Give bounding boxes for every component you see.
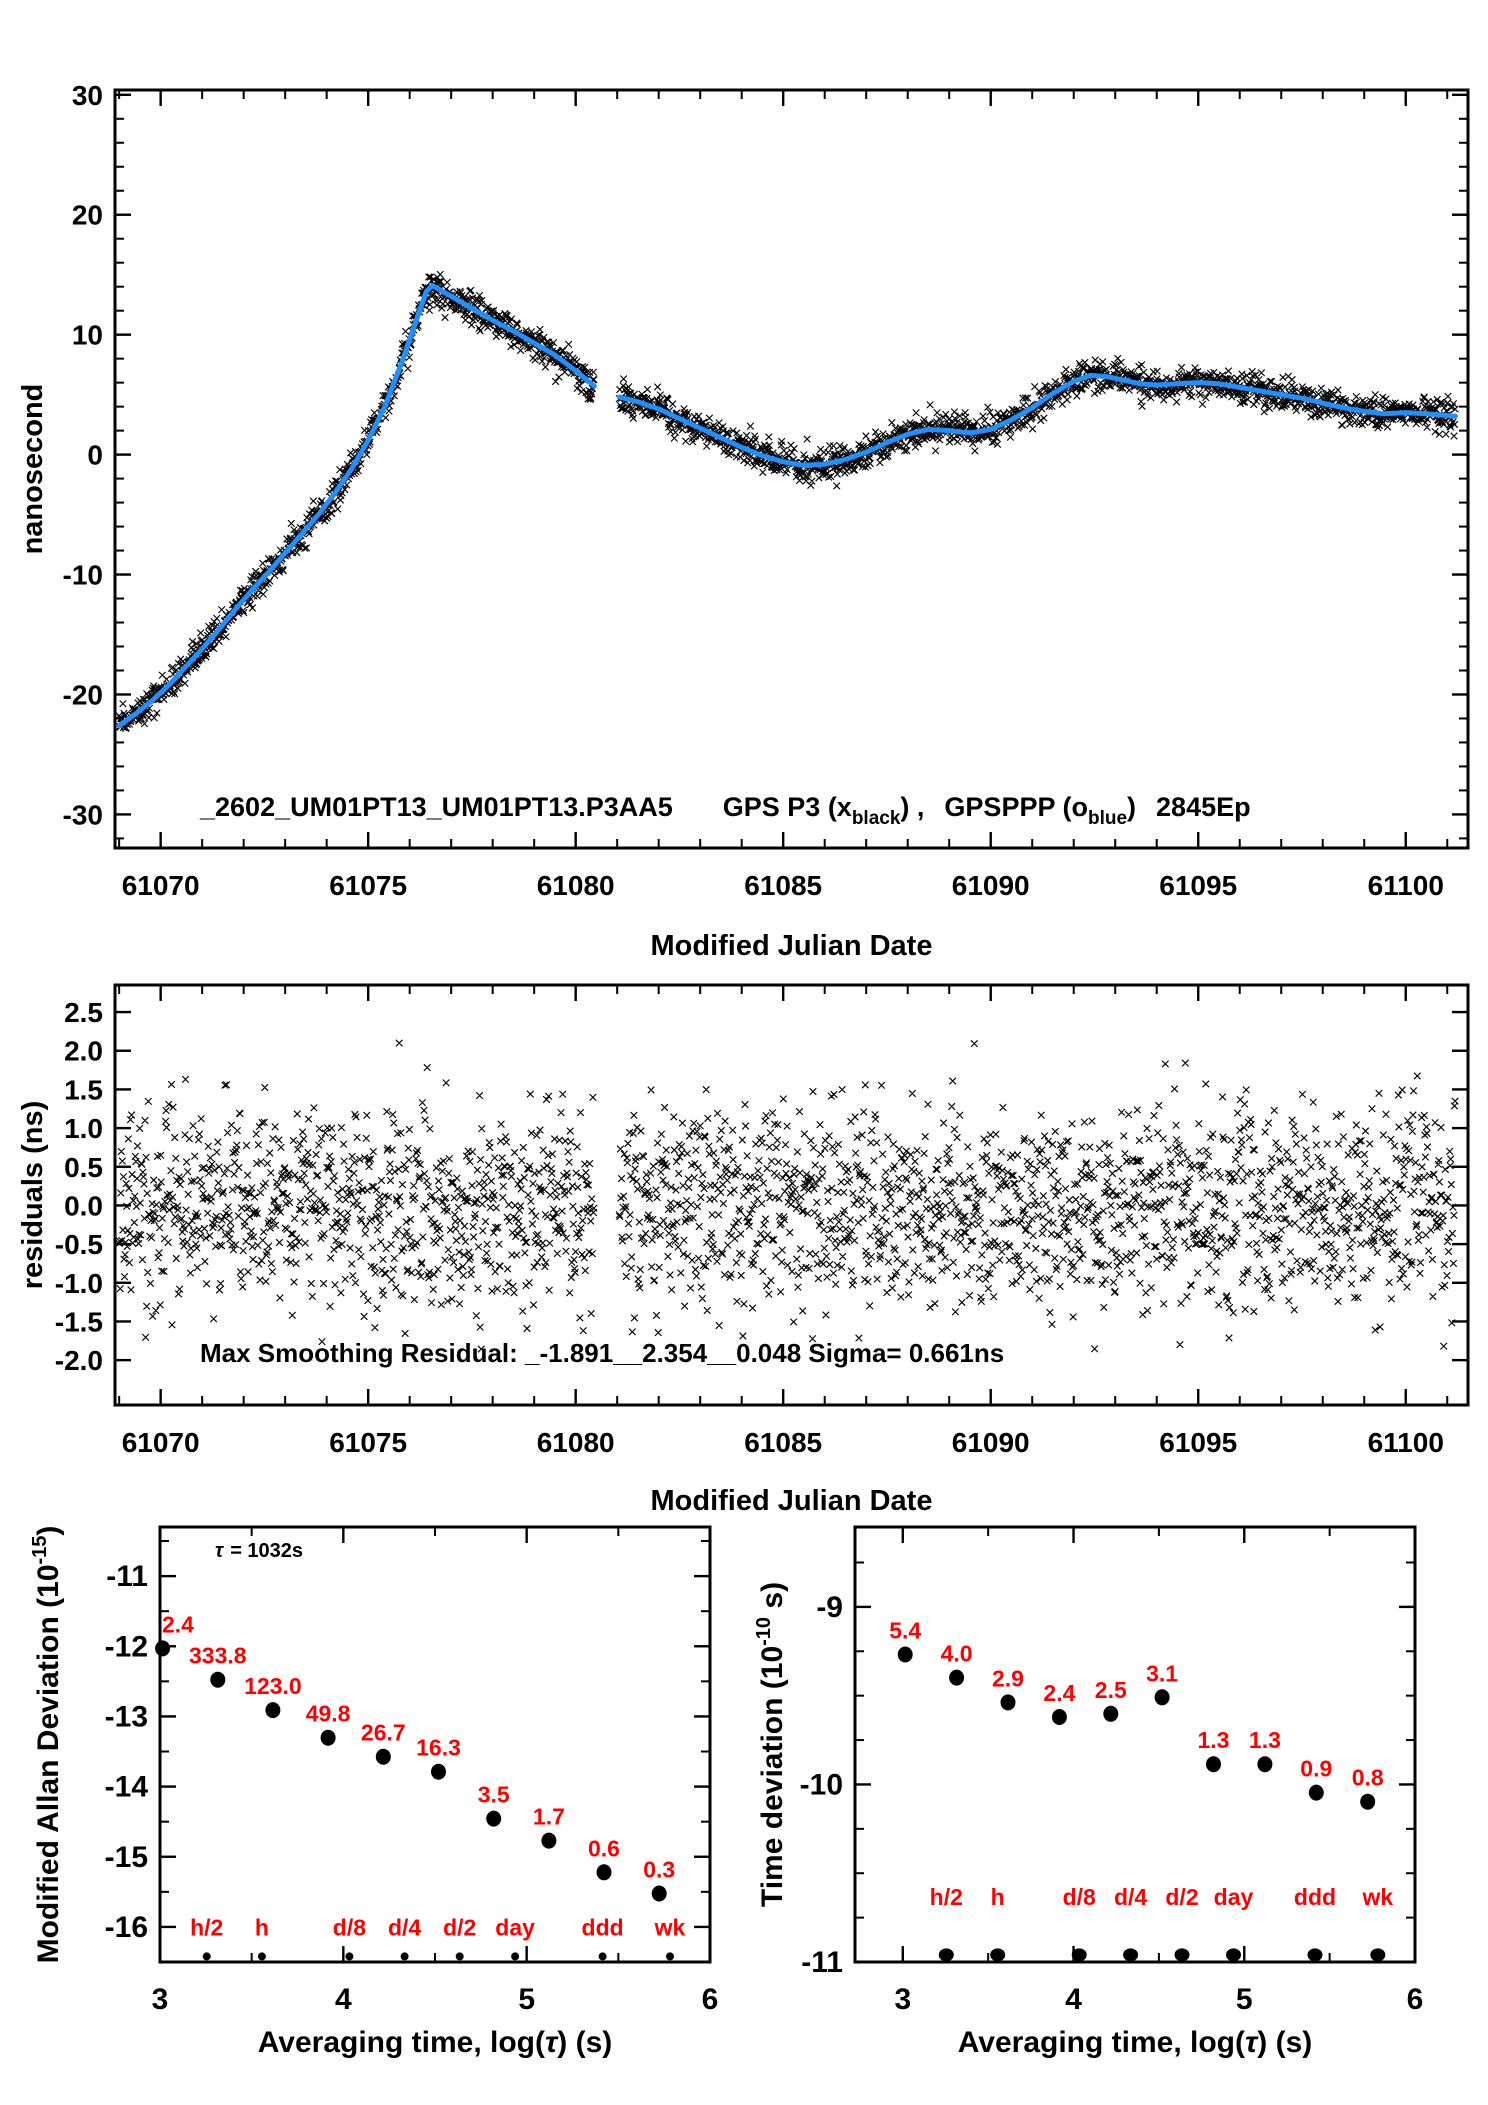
data-point — [949, 1670, 964, 1686]
time-marker-dot — [599, 1952, 607, 1960]
data-point — [210, 1672, 225, 1688]
y-title-part-post: ) — [32, 1525, 65, 1536]
y-tick-label: 0 — [87, 439, 103, 471]
x-axis-title — [258, 2026, 613, 2059]
time-marker-label: d/8 — [332, 1914, 367, 1941]
y-tick-label: -2.0 — [54, 1345, 103, 1377]
x-tick-label: 61075 — [329, 870, 408, 901]
data-point-label: 2.4 — [162, 1611, 194, 1638]
data-point-label: 1.3 — [1248, 1727, 1281, 1754]
x-tick-label: 61100 — [1367, 1427, 1444, 1458]
x-tick-label: 61090 — [951, 1427, 1030, 1458]
x-tick-label: 61085 — [744, 1427, 823, 1458]
data-point — [321, 1730, 336, 1746]
scatter-points — [116, 271, 1459, 731]
tdev-panel — [753, 1527, 1423, 2059]
x-tick-label: 61080 — [536, 1427, 615, 1458]
data-point-label: 0.3 — [643, 1856, 676, 1883]
time-marker-label: ddd — [1293, 1884, 1337, 1911]
x-tick-label: 61075 — [329, 1427, 408, 1458]
tau-symbol: τ — [215, 1540, 224, 1562]
title-part-sys2_close: ) — [1127, 792, 1137, 822]
data-point — [155, 1640, 170, 1656]
y-tick-label: 0.5 — [64, 1151, 103, 1183]
time-marker-label: d/2 — [443, 1914, 477, 1941]
data-point-label: 333.8 — [189, 1642, 247, 1669]
y-tick-label: -10 — [799, 1768, 843, 1802]
y-title-part-sup: -15 — [29, 1535, 51, 1565]
time-marker-dot — [1072, 1948, 1087, 1961]
mdev-panel — [29, 1526, 718, 2059]
data-point-label: 16.3 — [416, 1734, 461, 1761]
y-title-part-main: Time deviation (10 — [756, 1645, 789, 1908]
y-tick-label: -9 — [816, 1590, 843, 1624]
y-tick-label: 0.0 — [64, 1190, 103, 1222]
y-tick-label: -1.5 — [54, 1306, 103, 1338]
data-point-label: 2.9 — [992, 1665, 1024, 1692]
time-marker-dot — [666, 1952, 674, 1960]
data-point-label: 2.5 — [1094, 1676, 1127, 1703]
data-point — [1001, 1694, 1016, 1710]
x-tick-label: 4 — [334, 1983, 352, 2016]
x-title-part-pre: Averaging time, log( — [257, 2026, 545, 2059]
data-point-label: 123.0 — [244, 1673, 302, 1700]
time-marker-dot — [203, 1952, 211, 1960]
time-marker-dot — [511, 1952, 519, 1960]
data-point-label: 2.4 — [1043, 1680, 1076, 1706]
y-tick-label: 10 — [71, 319, 103, 351]
y-tick-label: -16 — [104, 1910, 148, 1944]
x-tick-label: 5 — [1235, 1983, 1253, 2016]
data-point — [1360, 1794, 1375, 1810]
data-point — [1103, 1706, 1118, 1722]
plot-area — [116, 271, 1459, 731]
y-title-part-main: Modified Allan Deviation (10 — [32, 1564, 65, 1964]
y-title-part-post: s) — [756, 1581, 789, 1617]
data-point-label: 3.5 — [477, 1781, 510, 1808]
y-tick-label: -13 — [104, 1700, 148, 1734]
title-part-sys1: GPS P3 (x — [722, 792, 852, 822]
y-tick-label: -10 — [62, 559, 103, 591]
y-tick-label: 30 — [71, 79, 103, 111]
time-marker-dot — [456, 1952, 464, 1960]
x-tick-label: 61095 — [1159, 1427, 1238, 1458]
time-marker-dot — [1308, 1948, 1323, 1961]
data-point-label: 1.3 — [1197, 1727, 1230, 1754]
x-tick-label: 3 — [151, 1983, 169, 2016]
time-marker-label: d/2 — [1165, 1884, 1199, 1911]
data-point-label: 0.9 — [1300, 1755, 1333, 1782]
y-tick-label: 1.0 — [64, 1113, 103, 1145]
x-title-part-post: ) (s) — [1257, 2026, 1313, 2059]
time-marker-dot — [1175, 1948, 1190, 1961]
y-tick-label: 2.0 — [64, 1035, 103, 1067]
tau-value: = 1032s — [230, 1540, 304, 1562]
x-axis-title: Modified Julian Date — [650, 930, 933, 962]
x-title-part-pre: Averaging time, log( — [957, 2026, 1245, 2059]
x-tick-label: 6 — [701, 1983, 719, 2016]
plot-frame — [115, 90, 1468, 848]
y-axis-title: residuals (ns) — [17, 1100, 49, 1290]
time-marker-label: d/4 — [387, 1914, 422, 1941]
time-marker-dot — [1123, 1948, 1138, 1961]
data-point — [1155, 1689, 1170, 1705]
title-part-sys1_close: ) , — [900, 792, 925, 822]
y-axis-title — [29, 1526, 65, 1964]
x-tick-label: 61100 — [1367, 870, 1444, 901]
time-marker-label: d/4 — [1113, 1884, 1148, 1911]
gps-phase-panel — [17, 80, 1468, 962]
time-marker-label: h/2 — [929, 1884, 963, 1911]
y-tick-label: 1.5 — [64, 1074, 103, 1106]
plot-area — [116, 1040, 1459, 1353]
data-point-label: 5.4 — [889, 1617, 922, 1644]
y-tick-label: -0.5 — [54, 1229, 103, 1261]
time-marker-label: h/2 — [190, 1914, 224, 1941]
x-tick-label: 61080 — [536, 870, 615, 901]
y-tick-label: -12 — [104, 1630, 148, 1664]
smoothed-line — [119, 286, 594, 726]
y-tick-label: -1.0 — [54, 1267, 103, 1299]
time-marker-dot — [939, 1948, 954, 1961]
time-marker-dot — [990, 1948, 1005, 1961]
data-point — [541, 1833, 556, 1849]
y-title-part-sup: -10 — [753, 1616, 775, 1646]
data-point — [597, 1864, 612, 1880]
time-marker-label: wk — [654, 1914, 686, 1941]
x-tick-label: 61090 — [951, 870, 1030, 901]
data-point-label: 3.1 — [1146, 1660, 1179, 1687]
y-tick-label: -20 — [62, 679, 103, 711]
x-tick-label: 61070 — [121, 870, 200, 901]
y-tick-label: 20 — [71, 199, 103, 231]
x-axis-title: Modified Julian Date — [650, 1485, 933, 1517]
y-tick-label: -15 — [104, 1840, 148, 1874]
title-part-sys1_sub: black — [851, 808, 901, 829]
data-point — [1257, 1756, 1272, 1772]
x-tick-label: 61085 — [744, 870, 823, 901]
data-point-label: 0.8 — [1351, 1764, 1384, 1791]
x-tick-label: 61070 — [121, 1427, 200, 1458]
x-tick-label: 61095 — [1159, 870, 1238, 901]
y-tick-label: -14 — [104, 1770, 148, 1804]
title-part-sys2: GPSPPP (o — [944, 792, 1088, 822]
x-axis-title — [958, 2026, 1313, 2059]
residuals-panel — [17, 985, 1468, 1517]
time-marker-label: h — [254, 1914, 269, 1941]
time-marker-label: ddd — [581, 1914, 624, 1941]
data-point — [652, 1886, 667, 1902]
y-tick-label: -11 — [801, 1946, 843, 1979]
data-point — [486, 1811, 501, 1827]
time-marker-dot — [401, 1952, 409, 1960]
data-point — [898, 1647, 913, 1663]
x-tick-label: 6 — [1406, 1983, 1424, 2016]
tau-annotation — [215, 1540, 303, 1562]
data-point-label: 26.7 — [360, 1719, 406, 1746]
x-tick-label: 3 — [894, 1983, 912, 2016]
y-axis-title: nanosecond — [17, 383, 49, 555]
data-point — [1206, 1756, 1221, 1772]
time-marker-dot — [1370, 1948, 1385, 1961]
time-marker-label: wk — [1362, 1884, 1394, 1911]
time-marker-label: day — [495, 1914, 535, 1941]
x-title-part-tau: τ — [545, 2026, 558, 2059]
data-point-label: 4.0 — [940, 1640, 973, 1667]
data-point — [376, 1749, 391, 1765]
scatter-points — [116, 1040, 1459, 1353]
x-tick-label: 4 — [1065, 1983, 1082, 2016]
time-marker-label: day — [1213, 1884, 1254, 1911]
time-marker-label: h — [990, 1884, 1005, 1911]
title-part-sys2_sub: blue — [1087, 808, 1128, 829]
time-marker-dot — [345, 1952, 353, 1960]
y-axis-title — [753, 1582, 789, 1907]
y-tick-label: 2.5 — [64, 997, 103, 1029]
title-part-epoch: 2845Ep — [1156, 792, 1251, 822]
data-point — [1309, 1785, 1324, 1801]
x-title-part-post: ) (s) — [557, 2026, 613, 2059]
y-tick-label: -30 — [62, 799, 103, 831]
x-title-part-tau: τ — [1245, 2026, 1258, 2059]
x-tick-label: 5 — [518, 1983, 536, 2016]
data-point-label: 0.6 — [588, 1835, 620, 1862]
y-tick-label: -11 — [106, 1560, 148, 1594]
data-point — [265, 1702, 280, 1718]
data-point-label: 1.7 — [532, 1803, 565, 1830]
time-marker-dot — [258, 1952, 266, 1960]
time-marker-label: d/8 — [1062, 1884, 1096, 1911]
residual-annotation: Max Smoothing Residual: _-1.891__2.354__0.048 Sigma= 0.661ns — [200, 1338, 1005, 1368]
plot-title — [199, 792, 1251, 829]
time-marker-dot — [1226, 1948, 1241, 1961]
title-part-file: _2602_UM01PT13_UM01PT13.P3AA5 — [200, 792, 673, 822]
data-point — [1052, 1709, 1067, 1725]
data-point-label: 49.8 — [305, 1700, 351, 1727]
data-point — [431, 1764, 446, 1780]
